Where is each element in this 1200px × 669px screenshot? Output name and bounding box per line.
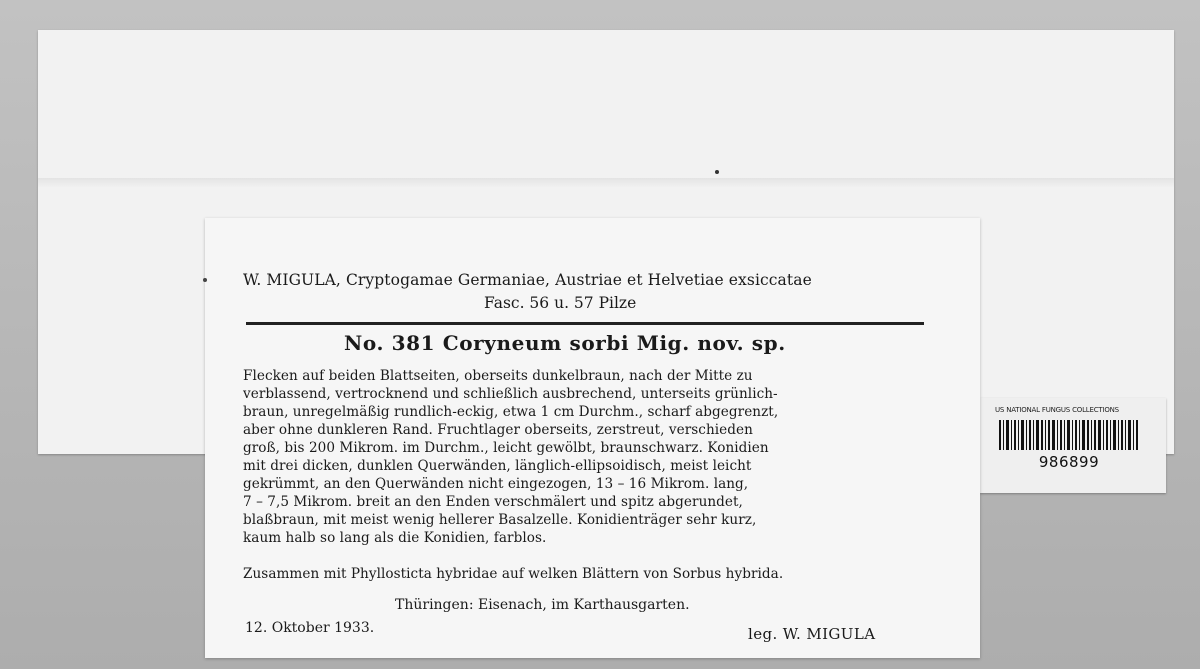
collection-date: 12. Oktober 1933.	[245, 620, 375, 636]
description-line: mit drei dicken, dunklen Querwänden, länglich-ellipsoidisch, meist leicht	[243, 458, 752, 474]
species-title: No. 381 Coryneum sorbi Mig. nov. sp.	[344, 331, 786, 355]
fascicle-line: Fasc. 56 u. 57 Pilze	[484, 294, 637, 312]
description-line: gekrümmt, an den Querwänden nicht eingezogen, 13 – 16 Mikrom. lang,	[243, 476, 749, 492]
dot-marker	[203, 278, 207, 282]
dust-speck	[715, 170, 719, 174]
description-line: aber ohne dunkleren Rand. Fruchtlager oberseits, zerstreut, verschieden	[243, 422, 753, 438]
description-line: verblassend, vertrocknend und schließlich ausbrechend, unterseits grünlich-	[243, 386, 778, 402]
description-line: braun, unregelmäßig rundlich-eckig, etwa 1 cm Durchm., scharf abgegrenzt,	[243, 404, 779, 420]
header-rule	[246, 322, 924, 325]
description-line: Flecken auf beiden Blattseiten, oberseits dunkelbraun, nach der Mitte zu	[243, 368, 753, 384]
institution-label: US NATIONAL FUNGUS COLLECTIONS	[995, 406, 1119, 414]
sheet-fold-shadow	[38, 178, 1174, 188]
description-line: groß, bis 200 Mikrom. im Durchm., leicht gewölbt, braunschwarz. Konidien	[243, 440, 769, 456]
description-line: 7 – 7,5 Mikrom. breit an den Enden verschmälert und spitz abgerundet,	[243, 494, 743, 510]
host-line: Zusammen mit Phyllosticta hybridae auf welken Blättern von Sorbus hybrida.	[243, 566, 784, 582]
catalog-number: 986899	[1038, 453, 1100, 471]
description-line: blaßbraun, mit meist wenig hellerer Basalzelle. Konidienträger sehr kurz,	[243, 512, 757, 528]
series-header: W. MIGULA, Cryptogamae Germaniae, Austriae et Helvetiae exsiccatae	[243, 271, 812, 289]
collection-locality: Thüringen: Eisenach, im Karthausgarten.	[395, 597, 690, 613]
collector: leg. W. MIGULA	[748, 625, 876, 643]
barcode-icon	[998, 418, 1140, 452]
description-line: kaum halb so lang als die Konidien, farblos.	[243, 530, 547, 546]
